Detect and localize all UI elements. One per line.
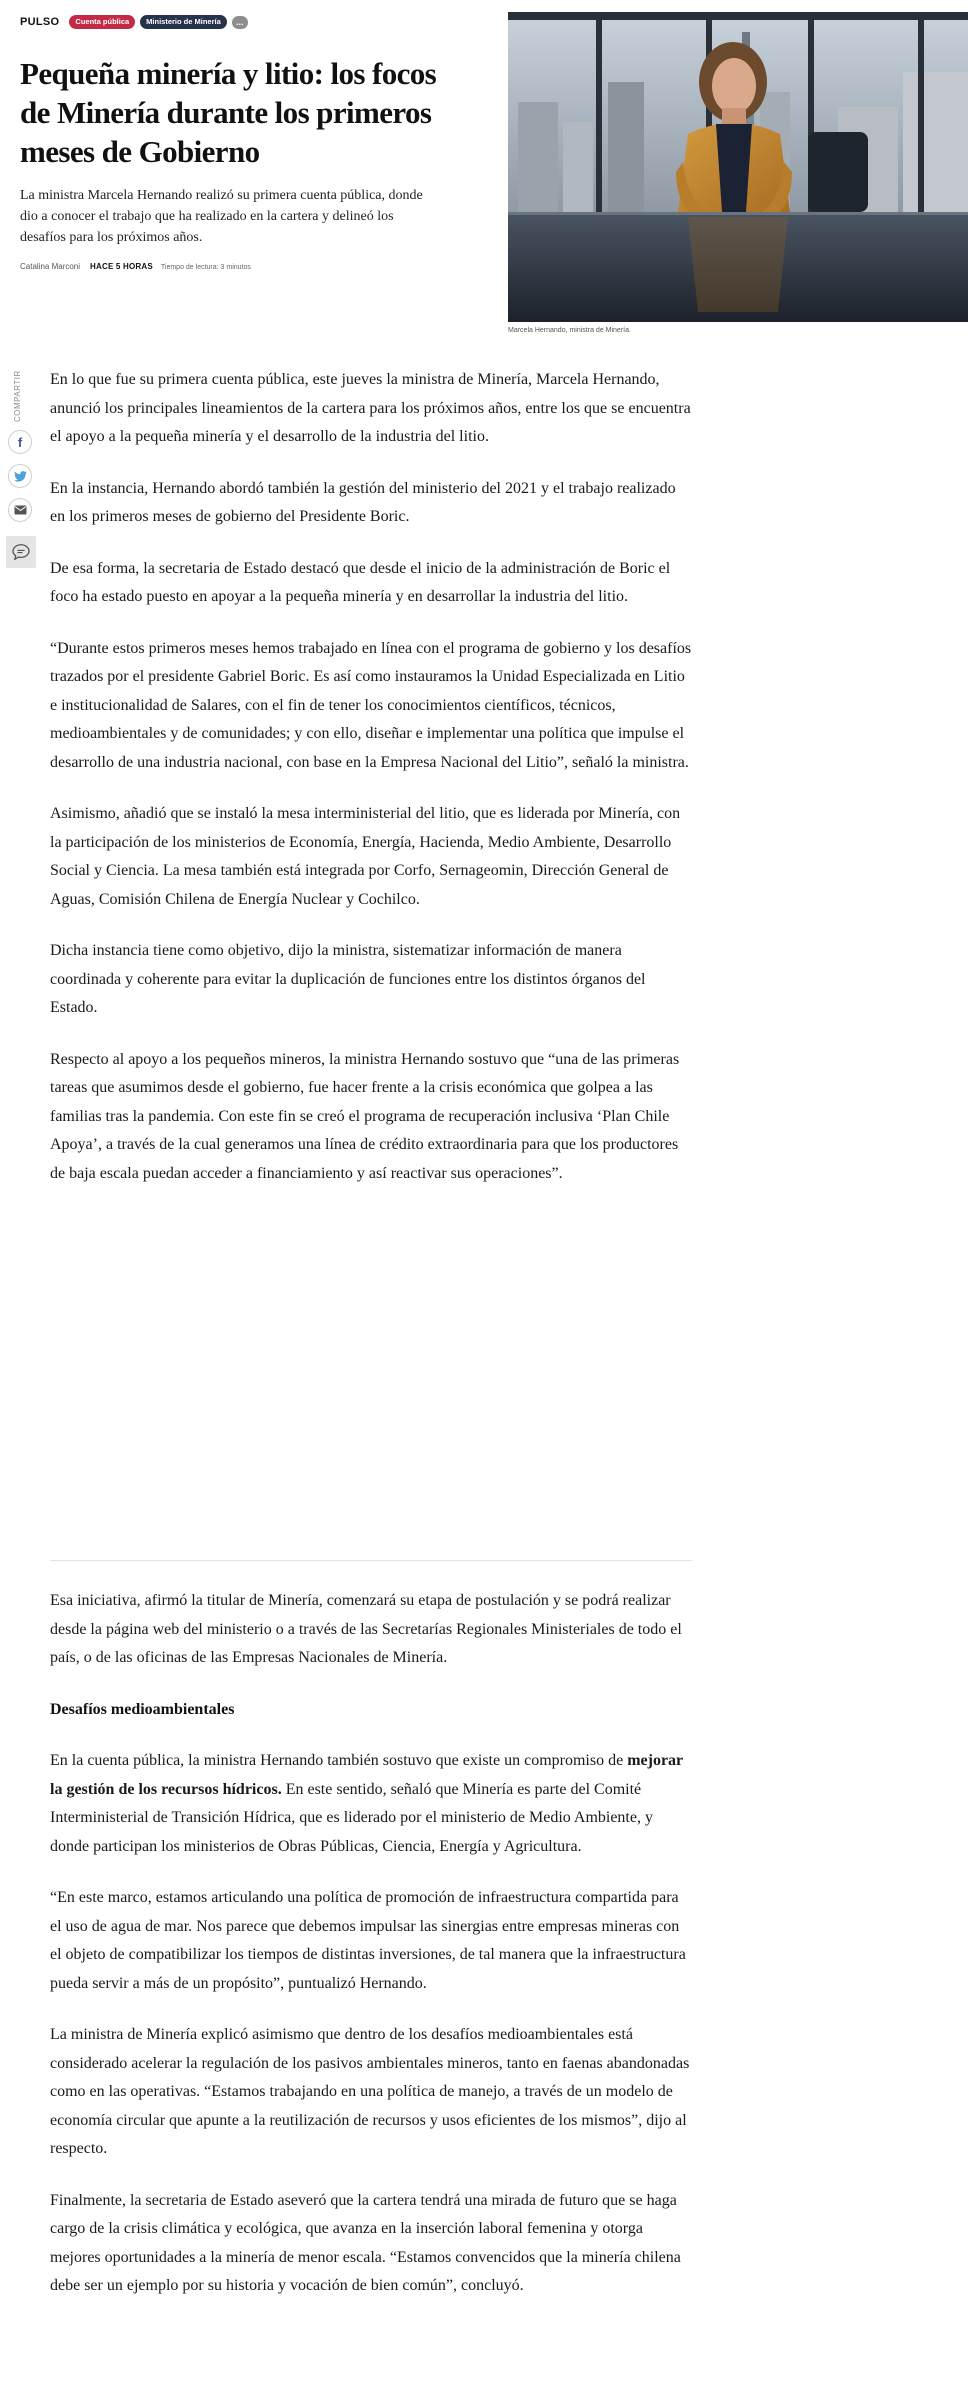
ad-slot-divider: [50, 1560, 692, 1561]
paragraph-12: Finalmente, la secretaria de Estado aseveró que la cartera tendrá una mirada de futuro que se haga cargo de la crisis climática y ecológica, que avanza en la inserción laboral femenina y otorga mejores oportunidades a la minería de menor escala. “Estamos convencidos que la minería chilena debe ser un ejemplo por su historia y vocación de bien común”, concluyó.: [50, 2191, 681, 2294]
article-body-part-2: [50, 1587, 692, 2301]
publish-time: HACE 5 HORAS: [90, 262, 153, 271]
tag-row: [20, 12, 440, 32]
paragraph-3: De esa forma, la secretaria de Estado destacó que desde el inicio de la administración de Boric el foco ha estado puesto en apoyar a la pequeña minería y en desarrollar la industria del litio.: [50, 559, 671, 605]
section-label[interactable]: PULSO: [20, 16, 60, 28]
paragraph-1: En lo que fue su primera cuenta pública, este jueves la ministra de Minería, Marcela Hernando, anunció los principales lineamientos de la cartera para los próximos años, entre los que se encuentra el apoyo a la pequeña minería y el desarrollo de la industria del litio.: [50, 371, 691, 445]
author-link[interactable]: Catalina Marconi: [20, 262, 81, 271]
paragraph-6: Dicha instancia tiene como objetivo, dijo la ministra, sistematizar información de manera coordinada y coherente para evitar la duplicación de funciones entre los distintos órganos del Estado.: [50, 942, 646, 1016]
email-share-button[interactable]: [8, 498, 32, 522]
lead-photo-illustration: [508, 12, 968, 322]
hydric-text-before: En la cuenta pública, la ministra Hernando también sostuvo que existe un compromiso de: [50, 1752, 628, 1769]
facebook-share-button[interactable]: [8, 430, 32, 454]
article-header: [20, 12, 440, 271]
more-tags-button[interactable]: ...: [232, 16, 248, 29]
photo-caption: Marcela Hernando, ministra de Minería.: [508, 327, 631, 334]
lead-photo: [508, 12, 968, 322]
section-subhead: Desafíos medioambientales: [50, 1700, 235, 1718]
paragraph-4: “Durante estos primeros meses hemos trabajado en línea con el programa de gobierno y los desafíos trazados por el presidente Gabriel Boric. Es así como instauramos la Unidad Especializada en Litio e institucionalidad de Salares, con el fin de tener los conocimientos científicos, técnicos, medioambientales y de comunidades; y con ello, diseñar e implementar una política que impulse el desarrollo de una industria nacional, con base en la Empresa Nacional del Litio”, señaló la ministra.: [50, 639, 692, 771]
hydric-bold-text: mejorar la gestión de los recursos hídricos.: [50, 1752, 683, 1798]
share-label: COMPARTIR: [13, 370, 22, 422]
facebook-icon: f: [17, 434, 23, 450]
article-body-part-1: [50, 366, 692, 1188]
article-title: Pequeña minería y litio: los focos de Minería durante los primeros meses de Gobierno: [20, 56, 437, 169]
hydric-text-after: En este sentido, señaló que Minería es parte del Comité Interministerial de Transición Hídrica, que es liderado por el ministerio de Medio Ambiente, y donde participan los ministerios de Obras Públicas, Ciencia, Energía y Agricultura.: [50, 1780, 653, 1855]
paragraph-7: Respecto al apoyo a los pequeños mineros, la ministra Hernando sostuvo que “una de las primeras tareas que asumimos desde el gobierno, fue hacer frente a la crisis económica que golpea a las familias tras la pandemia. Con este fin se creó el programa de recuperación inclusiva ‘Plan Chile Apoya’, a través de la cual generamos una línea de crédito extraordinaria para que los productores de baja escala puedan acceder a financiamiento y así reactivar sus operaciones”.: [50, 1050, 680, 1182]
comment-icon: [12, 544, 30, 560]
byline: [20, 262, 440, 271]
article-lead: La ministra Marcela Hernando realizó su primera cuenta pública, donde dio a conocer el trabajo que ha realizado en la cartera y delineó los desafíos para los próximos años.: [20, 188, 423, 245]
paragraph-11: La ministra de Minería explicó asimismo que dentro de los desafíos medioambientales está considerado acelerar la regulación de los pasivos ambientales mineros, tanto en faenas abandonadas como en las operativas. “Estamos trabajando en una política de manejo, a través de un modelo de economía circular que apunte a la reutilización de recursos y usos eficientes de los mismos”, dijo al respecto.: [50, 2026, 690, 2157]
paragraph-hydric: [50, 1747, 692, 1861]
tag-cuenta-publica[interactable]: Cuenta pública: [69, 15, 135, 29]
paragraph-2: En la instancia, Hernando abordó también la gestión del ministerio del 2021 y el trabajo realizado en los primeros meses de gobierno del Presidente Boric.: [50, 479, 676, 525]
comments-button[interactable]: [6, 536, 36, 568]
paragraph-10: “En este marco, estamos articulando una política de promoción de infraestructura compartida para el uso de agua de mar. Nos parece que debemos impulsar las sinergias entre empresas mineras con el objeto de compatibilizar los tiempos de distintas inversiones, de tal manera que la infraestructura pueda servir a más de un propósito”, puntualizó Hernando.: [50, 1889, 686, 1992]
reading-time: Tiempo de lectura: 3 minutos: [160, 264, 251, 271]
mail-icon: [14, 505, 27, 515]
twitter-icon: [14, 471, 27, 482]
paragraph-5: Asimismo, añadió que se instaló la mesa interministerial del litio, que es liderada por Minería, con la participación de los ministerios de Economía, Energía, Hacienda, Medio Ambiente, Desarrollo Social y Ciencia. La mesa también está integrada por Corfo, Sernageomin, Dirección General de Aguas, Comisión Chilena de Energía Nuclear y Cochilco.: [50, 805, 681, 908]
twitter-share-button[interactable]: [8, 464, 32, 488]
tag-ministerio-mineria[interactable]: Ministerio de Minería: [140, 15, 227, 29]
paragraph-8: Esa iniciativa, afirmó la titular de Minería, comenzará su etapa de postulación y se podrá realizar desde la página web del ministerio o a través de las Secretarías Regionales Ministeriales de todo el país, o de las oficinas de las Empresas Nacionales de Minería.: [50, 1592, 682, 1666]
